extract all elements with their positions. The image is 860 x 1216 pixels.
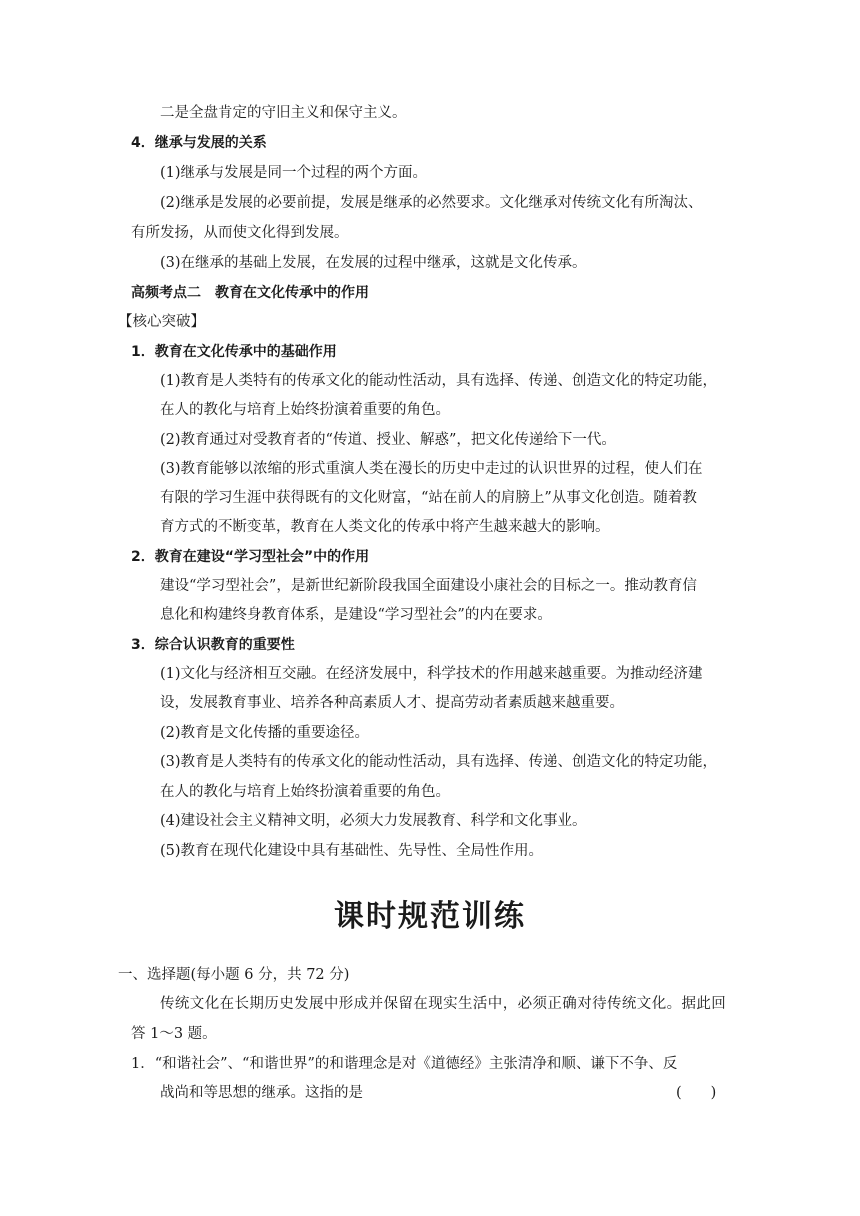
paragraph-line: (2)继承是发展的必要前提，发展是继承的必然要求。文化继承对传统文化有所淘汰、 — [160, 195, 703, 211]
paragraph-line: 二是全盘肯定的守旧主义和保守主义。 — [160, 105, 407, 121]
question-intro: 传统文化在长期历史发展中形成并保留在现实生活中，必须正确对待传统文化。据此回 — [160, 996, 727, 1012]
question-intro: 答 1～3 题。 — [131, 1026, 217, 1042]
paragraph-line: (1)文化与经济相互交融。在经济发展中，科学技术的作用越来越重要。为推动经济建 — [160, 666, 703, 682]
paragraph-line: (2)教育通过对受教育者的“传道、授业、解惑”，把文化传递给下一代。 — [160, 432, 616, 448]
section-heading: 3．综合认识教育的重要性 — [131, 637, 295, 653]
paragraph-line: 有限的学习生涯中获得既有的文化财富，“站在前人的肩膀上”从事文化创造。随着教 — [160, 490, 697, 506]
paragraph-line: (2)教育是文化传播的重要途径。 — [160, 725, 370, 741]
page-title: 课时规范训练 — [334, 899, 526, 934]
paragraph-line: 息化和构建终身教育体系，是建设“学习型社会”的内在要求。 — [160, 607, 552, 623]
paragraph-line: 建设“学习型社会”，是新世纪新阶段我国全面建设小康社会的目标之一。推动教育信 — [160, 578, 697, 594]
question-stem: 战尚和等思想的继承。这指的是 — [160, 1085, 363, 1101]
topic-heading: 高频考点二 教育在文化传承中的作用 — [131, 285, 369, 301]
answer-blank: ( ) — [676, 1085, 717, 1101]
paragraph-line: (3)在继承的基础上发展，在发展的过程中继承，这就是文化传承。 — [160, 255, 587, 271]
core-breakthrough-label: 【核心突破】 — [118, 314, 205, 330]
paragraph-line: (5)教育在现代化建设中具有基础性、先导性、全局性作用。 — [160, 843, 544, 859]
paragraph-line: 在人的教化与培育上始终扮演着重要的角色。 — [160, 402, 450, 418]
section-heading: 1．教育在文化传承中的基础作用 — [131, 344, 337, 360]
paragraph-line: 在人的教化与培育上始终扮演着重要的角色。 — [160, 784, 450, 800]
paragraph-line: (3)教育是人类特有的传承文化的能动性活动，具有选择、传递、创造文化的特定功能， — [160, 754, 718, 770]
paragraph-line: (4)建设社会主义精神文明，必须大力发展教育、科学和文化事业。 — [160, 813, 587, 829]
paragraph-line: (1)继承与发展是同一个过程的两个方面。 — [160, 165, 428, 181]
paragraph-line: 育方式的不断变革，教育在人类文化的传承中将产生越来越大的影响。 — [160, 519, 610, 535]
section-heading: 2．教育在建设“学习型社会”中的作用 — [131, 549, 370, 565]
question-stem: 1．“和谐社会”、“和谐世界”的和谐理念是对《道德经》主张清净和顺、谦下不争、反 — [131, 1056, 678, 1072]
paragraph-line: 设，发展教育事业、培养各种高素质人才、提高劳动者素质越来越重要。 — [160, 695, 624, 711]
section-heading: 一、选择题(每小题 6 分，共 72 分) — [118, 967, 350, 983]
paragraph-line: (3)教育能够以浓缩的形式重演人类在漫长的历史中走过的认识世界的过程，使人们在 — [160, 461, 703, 477]
paragraph-line: 有所发扬，从而使文化得到发展。 — [131, 225, 349, 241]
section-heading: 4．继承与发展的关系 — [131, 135, 267, 151]
paragraph-line: (1)教育是人类特有的传承文化的能动性活动，具有选择、传递、创造文化的特定功能， — [160, 373, 718, 389]
